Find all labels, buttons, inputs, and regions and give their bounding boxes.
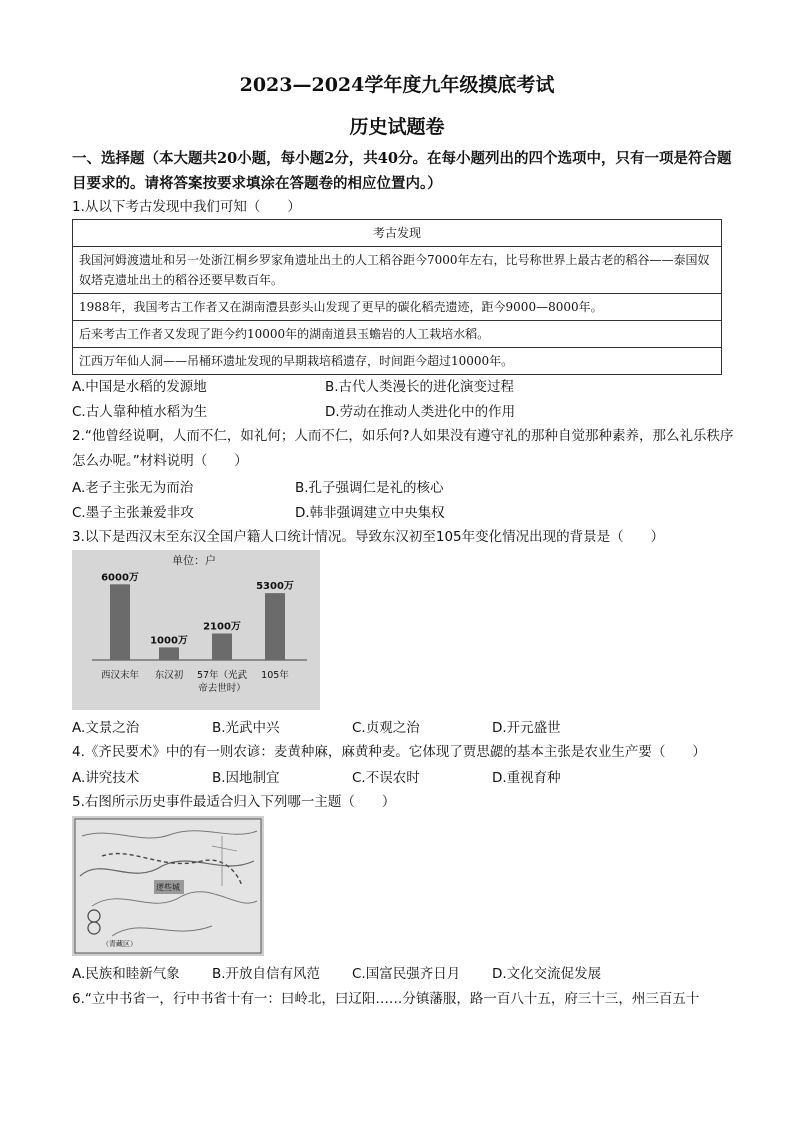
table-row: 1988年，我国考古工作者又在湖南澧县彭头山发现了更早的碳化稻壳遗迹，距今9000—8000年。 [73,294,722,321]
table-row: 后来考古工作者又发现了距今约10000年的湖南道县玉蟾岩的人工栽培水稻。 [73,321,722,348]
q1-option-d[interactable]: D.劳动在推动人类进化中的作用 [325,404,516,420]
chart-category-label: 东汉初 [154,670,184,681]
chart-bar [212,634,232,660]
q1-option-a[interactable]: A.中国是水稻的发源地 [72,379,207,395]
chart-data-label: 6000万 [101,572,139,584]
exam-subtitle: 历史试题卷 [349,116,445,138]
section-instructions: 一、选择题（本大题共20小题，每小题2分，共40分。在每小题列出的四个选项中，只有一项是符合题目要求的。请将答案按要求填涂在答题卷的相应位置内。） [72,150,732,192]
chart-category-label: 西汉末年 [100,670,140,681]
table-row: 我国河姆渡遗址和另一处浙江桐乡罗家角遗址出土的人工稻谷距今7000年左右，比号称世界上最古老的稻谷——泰国奴奴塔克遗址出土的稻谷还要早数百年。 [73,247,722,294]
chart-data-label: 5300万 [256,581,294,593]
chart-category-label: 帝去世时） [198,683,246,694]
q3-option-a[interactable]: A.文景之治 [72,720,140,736]
q3-option-d[interactable]: D.开元盛世 [492,720,561,736]
q5-option-c[interactable]: C.国富民强齐日月 [352,966,461,982]
question-3-stem: 3.以下是西汉末至东汉全国户籍人口统计情况。导致东汉初至105年变化情况出现的背景是（ ） [72,529,665,545]
question-5-stem: 5.右图所示历史事件最适合归入下列哪一主题（ ） [72,794,396,810]
q4-option-c[interactable]: C.不误农时 [352,770,420,786]
q4-option-d[interactable]: D.重视育种 [492,770,561,786]
q4-option-b[interactable]: B.因地制宜 [212,770,280,786]
map-drawing [72,816,264,956]
chart-data-label: 2100万 [203,621,241,633]
q2-option-a[interactable]: A.老子主张无为而治 [72,480,194,496]
q5-option-a[interactable]: A.民族和睦新气象 [72,966,180,982]
q4-option-a[interactable]: A.讲究技术 [72,770,140,786]
q2-option-c[interactable]: C.墨子主张兼爱非攻 [72,505,194,521]
chart-category-label: 57年（光武 [196,670,248,681]
q2-option-d[interactable]: D.韩非强调建立中央集权 [295,505,445,521]
question-6-stem: 6.“立中书省一，行中书省十有一：曰岭北，曰辽阳……分镇藩服，路一百八十五，府三十三，州三百五十 [72,991,700,1007]
q1-option-b[interactable]: B.古代人类漫长的进化演变过程 [325,379,515,395]
historical-map [72,816,264,956]
table-header: 考古发现 [73,220,722,247]
chart-category-label: 105年 [261,670,289,681]
q3-option-b[interactable]: B.光武中兴 [212,720,280,736]
q5-option-b[interactable]: B.开放自信有风范 [212,966,321,982]
chart-bar [159,647,179,660]
chart-data-label: 1000万 [150,635,188,647]
map-label-2: （青藏区） [102,940,137,948]
q2-option-b[interactable]: B.孔子强调仁是礼的核心 [295,480,444,496]
chart-bar [110,584,130,660]
chart-bar [265,593,285,660]
population-bar-chart [72,550,320,710]
q3-option-c[interactable]: C.贞观之治 [352,720,420,736]
question-4-stem: 4.《齐民要术》中的有一则农谚：麦黄种麻，麻黄种麦。它体现了贾思勰的基本主张是农业生产要（ ） [72,744,706,760]
map-label: 逻些城 [156,883,180,892]
question-2-stem: 2.“他曾经说啊，人而不仁，如礼何；人而不仁，如乐何?人如果没有遵守礼的那种自觉那种素养，那么礼乐秩序怎么办呢。”材料说明（ ） [72,428,734,469]
q5-option-d[interactable]: D.文化交流促发展 [492,966,602,982]
exam-title: 2023—2024学年度九年级摸底考试 [239,74,555,96]
chart-unit-label: 单位：户 [172,554,216,567]
question-1-stem: 1.从以下考古发现中我们可知（ ） [72,199,301,215]
archaeology-table [72,219,722,375]
q1-option-c[interactable]: C.古人靠种植水稻为生 [72,404,208,420]
table-row: 江西万年仙人洞——吊桶环遗址发现的早期栽培稻遗存，时间距今超过10000年。 [73,348,722,375]
